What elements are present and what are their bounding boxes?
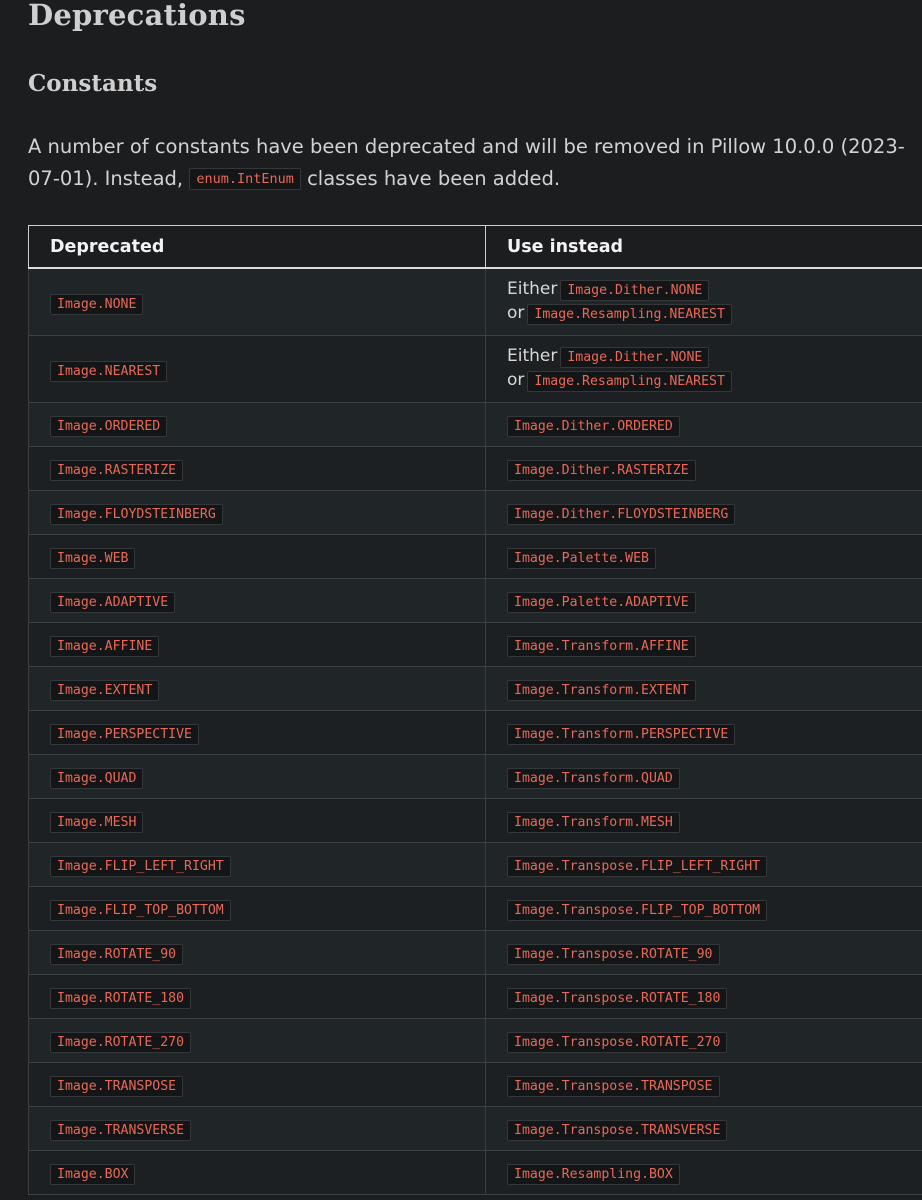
table-row xyxy=(29,755,922,799)
replacement-constant: Image.Transform.PERSPECTIVE xyxy=(507,724,735,745)
deprecated-constant: Image.QUAD xyxy=(50,768,143,789)
table-row xyxy=(29,268,922,336)
replacement-cell xyxy=(486,579,922,623)
deprecated-constant: Image.ROTATE_180 xyxy=(50,988,191,1009)
deprecated-constant: Image.FLIP_TOP_BOTTOM xyxy=(50,900,231,921)
deprecated-cell xyxy=(29,1063,486,1107)
table-row xyxy=(29,887,922,931)
deprecated-constant: Image.AFFINE xyxy=(50,636,159,657)
page-title: Deprecations xyxy=(28,0,246,32)
replacement-cell xyxy=(486,491,922,535)
column-header-use-instead: Use instead xyxy=(486,226,922,269)
table-row xyxy=(29,623,922,667)
either-or-text xyxy=(507,345,922,393)
table-row xyxy=(29,667,922,711)
replacement-constant: Image.Transform.EXTENT xyxy=(507,680,696,701)
replacement-constant: Image.Transform.QUAD xyxy=(507,768,680,789)
deprecated-cell xyxy=(29,975,486,1019)
replacement-constant: Image.Transpose.ROTATE_90 xyxy=(507,944,720,965)
deprecated-cell xyxy=(29,268,486,336)
table-row xyxy=(29,931,922,975)
deprecated-constant: Image.BOX xyxy=(50,1164,135,1185)
intro-code: enum.IntEnum xyxy=(189,168,301,190)
replacement-cell xyxy=(486,1107,922,1151)
replacement-constant: Image.Transform.MESH xyxy=(507,812,680,833)
table-row xyxy=(29,1019,922,1063)
deprecated-constant: Image.TRANSPOSE xyxy=(50,1076,183,1097)
replacement-cell xyxy=(486,843,922,887)
deprecated-cell xyxy=(29,931,486,975)
replacement-constant: Image.Resampling.NEAREST xyxy=(527,371,732,392)
deprecated-cell xyxy=(29,799,486,843)
deprecated-cell xyxy=(29,1107,486,1151)
table-row xyxy=(29,711,922,755)
deprecated-cell xyxy=(29,1151,486,1195)
replacement-cell xyxy=(486,1019,922,1063)
either-word: Either xyxy=(507,279,558,299)
deprecated-cell xyxy=(29,403,486,447)
replacement-constant: Image.Transpose.FLIP_LEFT_RIGHT xyxy=(507,856,767,877)
deprecated-cell xyxy=(29,667,486,711)
table-row xyxy=(29,491,922,535)
table-row xyxy=(29,447,922,491)
replacement-cell xyxy=(486,623,922,667)
deprecated-constant: Image.EXTENT xyxy=(50,680,159,701)
deprecated-cell xyxy=(29,887,486,931)
replacement-cell xyxy=(486,931,922,975)
replacement-cell xyxy=(486,535,922,579)
deprecated-cell xyxy=(29,755,486,799)
table-row xyxy=(29,579,922,623)
replacement-cell xyxy=(486,887,922,931)
replacement-constant: Image.Palette.WEB xyxy=(507,548,656,569)
replacement-cell xyxy=(486,755,922,799)
replacement-constant: Image.Resampling.NEAREST xyxy=(527,304,732,325)
replacement-constant: Image.Resampling.BOX xyxy=(507,1164,680,1185)
deprecated-cell xyxy=(29,491,486,535)
table-body xyxy=(29,268,922,1195)
deprecated-cell xyxy=(29,1019,486,1063)
replacement-cell xyxy=(486,403,922,447)
replacement-constant: Image.Transpose.FLIP_TOP_BOTTOM xyxy=(507,900,767,921)
intro-text: A number of constants have been deprecated and will be removed in Pillow 10.0.0 (2023-07-01). Instead, xyxy=(28,135,905,190)
table-row xyxy=(29,535,922,579)
deprecated-cell xyxy=(29,843,486,887)
table-row xyxy=(29,403,922,447)
deprecated-constant: Image.NEAREST xyxy=(50,361,167,382)
replacement-constant: Image.Transpose.ROTATE_180 xyxy=(507,988,727,1009)
replacement-cell xyxy=(486,447,922,491)
replacement-constant: Image.Palette.ADAPTIVE xyxy=(507,592,696,613)
table-header-row xyxy=(29,226,922,269)
deprecated-constant: Image.ROTATE_270 xyxy=(50,1032,191,1053)
replacement-constant: Image.Dither.NONE xyxy=(560,280,709,301)
replacement-cell xyxy=(486,799,922,843)
or-word: or xyxy=(507,303,525,323)
deprecated-constant: Image.PERSPECTIVE xyxy=(50,724,199,745)
replacement-constant: Image.Transpose.TRANSVERSE xyxy=(507,1120,727,1141)
replacement-cell xyxy=(486,268,922,336)
deprecated-constant: Image.FLIP_LEFT_RIGHT xyxy=(50,856,231,877)
either-or-text xyxy=(507,278,922,326)
deprecated-constant: Image.ADAPTIVE xyxy=(50,592,175,613)
replacement-constant: Image.Dither.NONE xyxy=(560,347,709,368)
table-row xyxy=(29,843,922,887)
deprecated-constant: Image.ROTATE_90 xyxy=(50,944,183,965)
replacement-cell xyxy=(486,336,922,403)
table-row xyxy=(29,1151,922,1195)
table-row xyxy=(29,1063,922,1107)
table-row xyxy=(29,975,922,1019)
deprecated-constant: Image.MESH xyxy=(50,812,143,833)
deprecated-constant: Image.WEB xyxy=(50,548,135,569)
either-word: Either xyxy=(507,346,558,366)
deprecated-cell xyxy=(29,447,486,491)
intro-paragraph xyxy=(28,131,908,195)
replacement-cell xyxy=(486,711,922,755)
deprecated-cell xyxy=(29,579,486,623)
deprecated-constant: Image.ORDERED xyxy=(50,416,167,437)
replacement-constant: Image.Dither.ORDERED xyxy=(507,416,680,437)
replacement-cell xyxy=(486,1063,922,1107)
replacement-cell xyxy=(486,1151,922,1195)
replacement-constant: Image.Dither.FLOYDSTEINBERG xyxy=(507,504,735,525)
deprecations-table xyxy=(28,225,922,1195)
deprecated-constant: Image.NONE xyxy=(50,294,143,315)
section-title: Constants xyxy=(28,70,158,97)
table-row xyxy=(29,336,922,403)
or-word: or xyxy=(507,370,525,390)
deprecated-cell xyxy=(29,711,486,755)
deprecated-constant: Image.FLOYDSTEINBERG xyxy=(50,504,223,525)
deprecated-cell xyxy=(29,623,486,667)
table-row xyxy=(29,1107,922,1151)
table-row xyxy=(29,799,922,843)
replacement-cell xyxy=(486,975,922,1019)
deprecated-constant: Image.TRANSVERSE xyxy=(50,1120,191,1141)
replacement-cell xyxy=(486,667,922,711)
replacement-constant: Image.Transform.AFFINE xyxy=(507,636,696,657)
replacement-constant: Image.Dither.RASTERIZE xyxy=(507,460,696,481)
deprecated-cell xyxy=(29,336,486,403)
column-header-deprecated: Deprecated xyxy=(29,226,486,269)
intro-text-end: classes have been added. xyxy=(307,167,561,190)
deprecated-constant: Image.RASTERIZE xyxy=(50,460,183,481)
replacement-constant: Image.Transpose.ROTATE_270 xyxy=(507,1032,727,1053)
replacement-constant: Image.Transpose.TRANSPOSE xyxy=(507,1076,720,1097)
deprecated-cell xyxy=(29,535,486,579)
